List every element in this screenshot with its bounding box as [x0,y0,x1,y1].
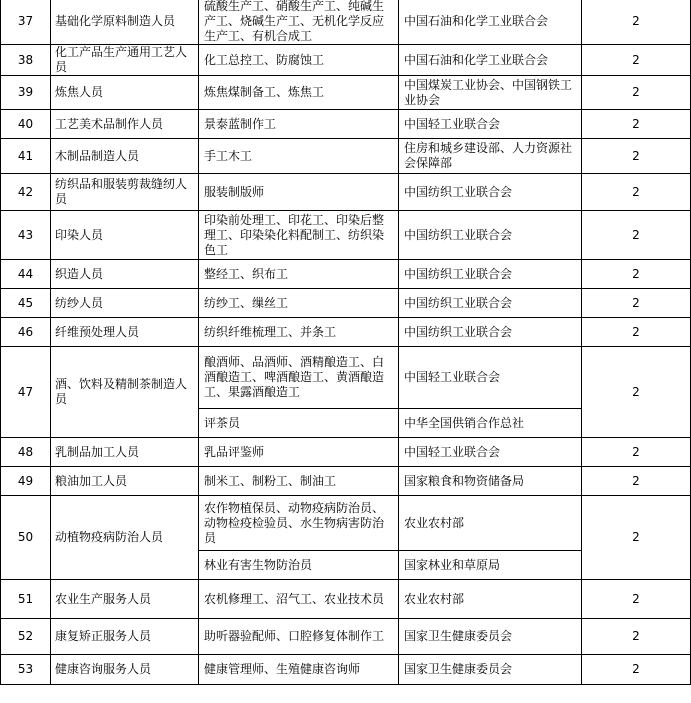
row-number: 43 [1,211,51,260]
job-titles: 农机修理工、沼气工、农业技术员 [199,580,399,619]
count-value: 2 [582,347,691,438]
job-titles: 手工木工 [199,139,399,174]
job-titles: 整经工、织布工 [199,260,399,289]
occupation-name: 木制品制造人员 [51,139,199,174]
count-value: 2 [582,619,691,655]
count-value: 2 [582,496,691,580]
count-value: 2 [582,211,691,260]
job-titles: 服装制版师 [199,174,399,211]
organization: 中国煤炭工业协会、中国钢铁工业协会 [399,76,582,110]
occupation-name: 工艺美术品制作人员 [51,110,199,139]
table-row [1,467,691,496]
job-titles: 评茶员 [199,409,399,438]
job-titles: 助听器验配师、口腔修复体制作工 [199,619,399,655]
organization: 中国轻工业联合会 [399,438,582,467]
row-number: 42 [1,174,51,211]
row-number: 47 [1,347,51,438]
organization: 中国纺织工业联合会 [399,260,582,289]
table-row [1,318,691,347]
job-titles: 农作物植保员、动物疫病防治员、动物检疫检验员、水生物病害防治员 [199,496,399,551]
occupation-name: 印染人员 [51,211,199,260]
occupation-name: 化工产品生产通用工艺人员 [51,45,199,76]
organization: 中国纺织工业联合会 [399,211,582,260]
occupation-table-body [1,0,691,685]
occupation-name: 纤维预处理人员 [51,318,199,347]
count-value: 2 [582,655,691,685]
row-number: 39 [1,76,51,110]
organization: 住房和城乡建设部、人力资源社会保障部 [399,139,582,174]
count-value: 2 [582,0,691,45]
organization: 中国轻工业联合会 [399,347,582,409]
organization: 农业农村部 [399,580,582,619]
table-row [1,289,691,318]
organization: 中国纺织工业联合会 [399,174,582,211]
job-titles: 纺织纤维梳理工、并条工 [199,318,399,347]
count-value: 2 [582,289,691,318]
job-titles: 林业有害生物防治员 [199,551,399,580]
count-value: 2 [582,174,691,211]
job-titles: 酿酒师、品酒师、酒精酿造工、白酒酿造工、啤酒酿造工、黄酒酿造工、果露酒酿造工 [199,347,399,409]
table-row [1,655,691,685]
table-row [1,0,691,45]
job-titles: 制米工、制粉工、制油工 [199,467,399,496]
occupation-name: 康复矫正服务人员 [51,619,199,655]
count-value: 2 [582,438,691,467]
organization: 中国石油和化学工业联合会 [399,45,582,76]
job-titles: 乳品评鉴师 [199,438,399,467]
occupation-name: 纺织品和服装剪裁缝纫人员 [51,174,199,211]
job-titles: 印染前处理工、印花工、印染后整理工、印染染化料配制工、纺织染色工 [199,211,399,260]
count-value: 2 [582,260,691,289]
job-titles: 纺纱工、缫丝工 [199,289,399,318]
table-row [1,496,691,551]
job-titles: 化工总控工、防腐蚀工 [199,45,399,76]
table-row [1,438,691,467]
job-titles: 硫酸生产工、硝酸生产工、纯碱生产工、烧碱生产工、无机化学反应生产工、有机合成工 [199,0,399,45]
organization: 国家卫生健康委员会 [399,655,582,685]
count-value: 2 [582,110,691,139]
organization: 中国石油和化学工业联合会 [399,0,582,45]
row-number: 38 [1,45,51,76]
row-number: 45 [1,289,51,318]
occupation-name: 基础化学原料制造人员 [51,0,199,45]
table-row [1,347,691,409]
organization: 中国轻工业联合会 [399,110,582,139]
table-row [1,110,691,139]
organization: 国家卫生健康委员会 [399,619,582,655]
table-row [1,619,691,655]
count-value: 2 [582,580,691,619]
organization: 中国纺织工业联合会 [399,289,582,318]
row-number: 50 [1,496,51,580]
row-number: 52 [1,619,51,655]
organization: 农业农村部 [399,496,582,551]
occupation-name: 乳制品加工人员 [51,438,199,467]
table-row [1,139,691,174]
organization: 国家林业和草原局 [399,551,582,580]
row-number: 51 [1,580,51,619]
count-value: 2 [582,76,691,110]
job-titles: 健康管理师、生殖健康咨询师 [199,655,399,685]
occupation-name: 织造人员 [51,260,199,289]
job-titles: 炼焦煤制备工、炼焦工 [199,76,399,110]
row-number: 37 [1,0,51,45]
table-row [1,76,691,110]
occupation-name: 粮油加工人员 [51,467,199,496]
row-number: 53 [1,655,51,685]
row-number: 44 [1,260,51,289]
organization: 中国纺织工业联合会 [399,318,582,347]
count-value: 2 [582,467,691,496]
table-row [1,260,691,289]
occupation-name: 纺纱人员 [51,289,199,318]
table-row [1,174,691,211]
occupation-name: 健康咨询服务人员 [51,655,199,685]
count-value: 2 [582,318,691,347]
table-row [1,211,691,260]
occupation-name: 动植物疫病防治人员 [51,496,199,580]
organization: 中华全国供销合作总社 [399,409,582,438]
row-number: 48 [1,438,51,467]
organization: 国家粮食和物资储备局 [399,467,582,496]
job-titles: 景泰蓝制作工 [199,110,399,139]
occupation-name: 农业生产服务人员 [51,580,199,619]
occupation-name: 酒、饮料及精制茶制造人员 [51,347,199,438]
row-number: 49 [1,467,51,496]
row-number: 46 [1,318,51,347]
table-row [1,45,691,76]
occupation-name: 炼焦人员 [51,76,199,110]
row-number: 40 [1,110,51,139]
count-value: 2 [582,139,691,174]
table-row [1,580,691,619]
row-number: 41 [1,139,51,174]
count-value: 2 [582,45,691,76]
